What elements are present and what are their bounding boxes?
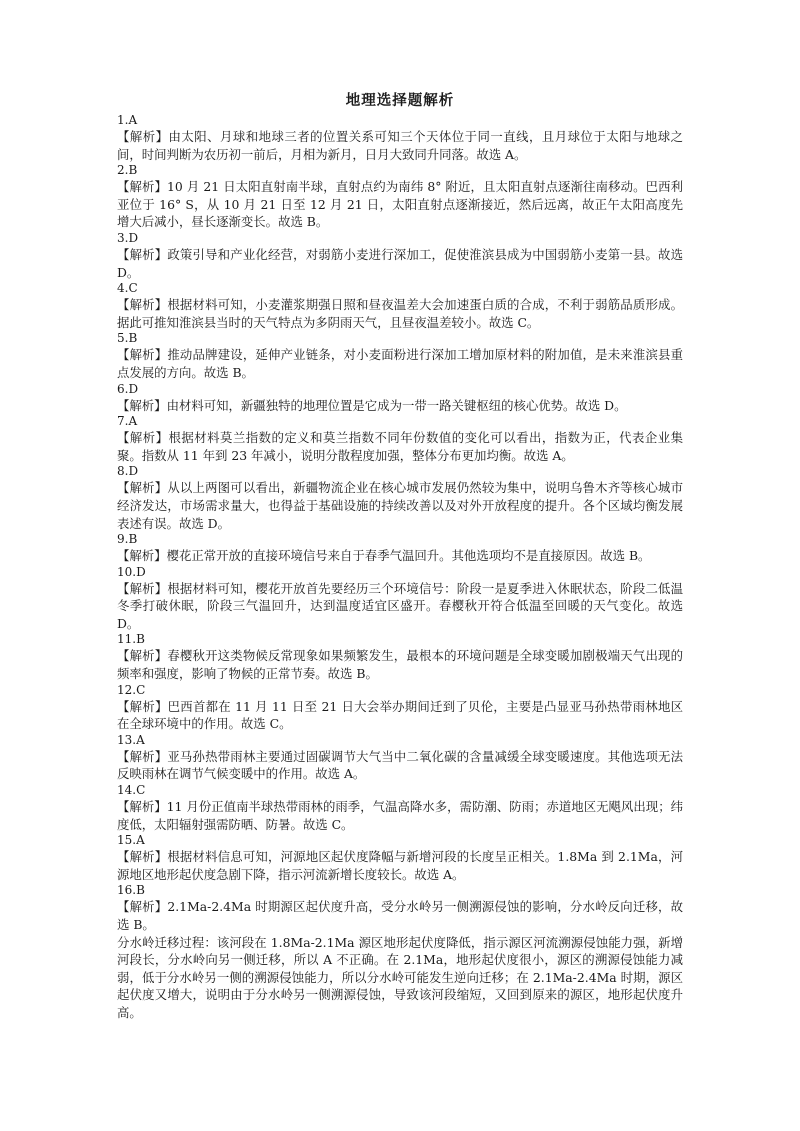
analysis-tag: 【解析】 — [117, 580, 168, 596]
analysis-text — [117, 580, 683, 633]
analysis-body: 根据材料莫兰指数的定义和莫兰指数不同年份数值的变化可以看出，指数为正，代表企业集聚。指数从 11 年到 23 年减小，说明分散程度加强，整体分布更加均衡。故选 A。 — [117, 430, 684, 463]
analysis-text — [117, 178, 683, 231]
answer-item — [117, 783, 683, 833]
analysis-tag: 【解析】 — [117, 179, 168, 195]
question-number: 5.B — [117, 331, 138, 346]
analysis-tag: 【解析】 — [117, 480, 168, 496]
question-number: 2.B — [117, 163, 138, 178]
analysis-tag: 【解析】 — [117, 430, 169, 446]
analysis-body: 樱花正常开放的直接环境信号来自于春季气温回升。其他选项均不是直接原因。故选 B。 — [166, 548, 651, 564]
analysis-text — [117, 547, 683, 565]
analysis-text — [117, 748, 683, 783]
analysis-tag: 【解析】 — [117, 849, 168, 865]
answer-item — [117, 532, 683, 565]
question-number: 1.A — [117, 113, 138, 127]
analysis-tag: 【解析】 — [117, 899, 168, 915]
analysis-body: 根据材料可知，樱花开放首先要经历三个环境信号：阶段一是夏季进入休眠状态，阶段二低温冬季打破休眠，阶段三气温回升，达到温度适宜区盛开。春樱秋开符合低温至回暖的天气变化。故选 D。 — [117, 580, 683, 631]
question-number: 8.D — [117, 464, 139, 479]
document-page — [117, 92, 683, 1022]
answer-item — [117, 683, 683, 733]
question-number: 10.D — [117, 564, 146, 579]
analysis-text — [117, 397, 683, 415]
answer-item — [117, 281, 683, 331]
analysis-text — [117, 898, 683, 933]
answer-item — [117, 331, 683, 381]
analysis-tag: 【解析】 — [117, 297, 168, 313]
question-number: 14.C — [117, 783, 146, 798]
question-number: 9.B — [117, 532, 138, 547]
question-number: 15.A — [117, 833, 145, 848]
question-number: 4.C — [117, 281, 138, 296]
analysis-body: 2.1Ma-2.4Ma 时期源区起伏度升高，受分水岭另一侧溯源侵蚀的影响，分水岭反向迁移，故选 B。 — [117, 899, 684, 932]
page-title: 地理选择题解析 — [345, 92, 455, 109]
extra-explanation: 分水岭迁移过程：该河段在 1.8Ma-2.1Ma 源区地形起伏度降低，指示源区河流溯源侵蚀能力强，新增河段长，分水岭向另一侧迁移，所以 A 不正确。在 2.1Ma，地形起伏度很小，源区的溯源侵蚀能力减弱，低于分水岭另一侧的溯源侵蚀能力，所以分水岭可能发生逆向迁移；在 2.1Ma-2.4Ma 时期，源区起伏度又增大，说明由于分水岭另一侧溯源侵蚀，导致该河段缩短，又回到原来的源区，地形起伏度升高。 — [117, 934, 683, 1020]
analysis-body: 由太阳、月球和地球三者的位置关系可知三个天体位于同一直线，且月球位于太阳与地球之间，时间判断为农历初一前后，月相为新月，日月大致同升同落。故选 A。 — [117, 129, 684, 162]
answer-item — [117, 733, 683, 783]
question-number: 3.D — [117, 230, 139, 245]
analysis-tag: 【解析】 — [117, 698, 168, 714]
answer-item — [117, 414, 683, 464]
answer-item — [117, 464, 683, 532]
analysis-tag: 【解析】 — [117, 748, 168, 764]
answer-item — [117, 163, 683, 231]
answer-item — [117, 883, 683, 933]
analysis-body: 政策引导和产业化经营，对弱筋小麦进行深加工，促使淮滨县成为中国弱筋小麦第一县。故选 D。 — [117, 246, 683, 280]
analysis-body: 根据材料可知，小麦灌浆期强日照和昼夜温差大会加速蛋白质的合成，不利于弱筋品质形成。据此可推知淮滨县当时的天气特点为多阴雨天气，且昼夜温差较小。故选 C。 — [117, 297, 683, 330]
analysis-body: 推动品牌建设，延伸产业链条，对小麦面粉进行深加工增加原材料的附加值，是未来淮滨县重点发展的方向。故选 B。 — [117, 347, 683, 380]
question-number: 7.A — [117, 414, 138, 429]
analysis-tag: 【解析】 — [117, 799, 167, 815]
answer-item — [117, 632, 683, 682]
analysis-text — [117, 848, 683, 883]
analysis-body: 根据材料信息可知，河源地区起伏度降幅与新增河段的长度呈正相关。1.8Ma 到 2.1Ma，河源地区地形起伏度急剧下降，指示河流新增长度较长。故选 A。 — [117, 849, 684, 882]
analysis-body: 由材料可知，新疆独特的地理位置是它成为一带一路关键枢纽的核心优势。故选 D。 — [166, 397, 627, 413]
question-number: 16.B — [117, 883, 145, 898]
question-number: 12.C — [117, 682, 146, 697]
analysis-tag: 【解析】 — [117, 246, 168, 262]
answer-item — [117, 113, 683, 163]
question-number: 11.B — [117, 632, 145, 647]
analysis-text — [117, 246, 683, 281]
analysis-tag: 【解析】 — [117, 347, 168, 363]
answer-item — [117, 382, 683, 415]
analysis-tag: 【解析】 — [117, 548, 167, 564]
analysis-text — [117, 346, 683, 381]
analysis-text — [117, 429, 683, 464]
answer-item — [117, 833, 683, 883]
analysis-text — [117, 296, 683, 331]
question-number: 13.A — [117, 732, 145, 747]
analysis-text — [117, 798, 683, 833]
analysis-tag: 【解析】 — [117, 397, 167, 413]
question-number: 6.D — [117, 381, 139, 396]
analysis-tag: 【解析】 — [117, 648, 168, 664]
analysis-body: 10 月 21 日太阳直射南半球，直射点约为南纬 8° 附近，且太阳直射点逐渐往南移动。巴西利亚位于 16° S，从 10 月 21 日至 12 月 21 日，太阳直射点逐渐接近，然后远离，故正午太阳高度先增大后减小，昼长逐渐变长。故选 B。 — [117, 179, 684, 230]
answer-item — [117, 231, 683, 281]
analysis-body: 11 月份正值南半球热带雨林的雨季，气温高降水多，需防潮、防雨；赤道地区无飓风出现；纬度低，太阳辐射强需防晒、防暑。故选 C。 — [117, 799, 683, 832]
analysis-body: 巴西首都在 11 月 11 日至 21 日大会举办期间迁到了贝伦，主要是凸显亚马孙热带雨林地区在全球环境中的作用。故选 C。 — [117, 698, 683, 732]
analysis-text — [117, 479, 683, 532]
analysis-text — [117, 647, 683, 682]
analysis-body: 亚马孙热带雨林主要通过固碳调节大气当中二氧化碳的含量减缓全球变暖速度。其他选项无法反映雨林在调节气候变暖中的作用。故选 A。 — [117, 748, 683, 782]
answer-item — [117, 565, 683, 633]
analysis-text — [117, 698, 683, 733]
analysis-text — [117, 128, 683, 163]
answer-list — [117, 113, 683, 934]
analysis-tag: 【解析】 — [117, 129, 169, 144]
analysis-body: 春樱秋开这类物候反常现象如果频繁发生，最根本的环境问题是全球变暖加剧极端天气出现的频率和强度，影响了物候的正常节奏。故选 B。 — [117, 648, 683, 682]
analysis-body: 从以上两图可以看出，新疆物流企业在核心城市发展仍然较为集中，说明乌鲁木齐等核心城市经济发达，市场需求量大，也得益于基础设施的持续改善以及对外开放程度的提升。各个区域均衡发展表述有误。故选 D。 — [117, 480, 683, 531]
